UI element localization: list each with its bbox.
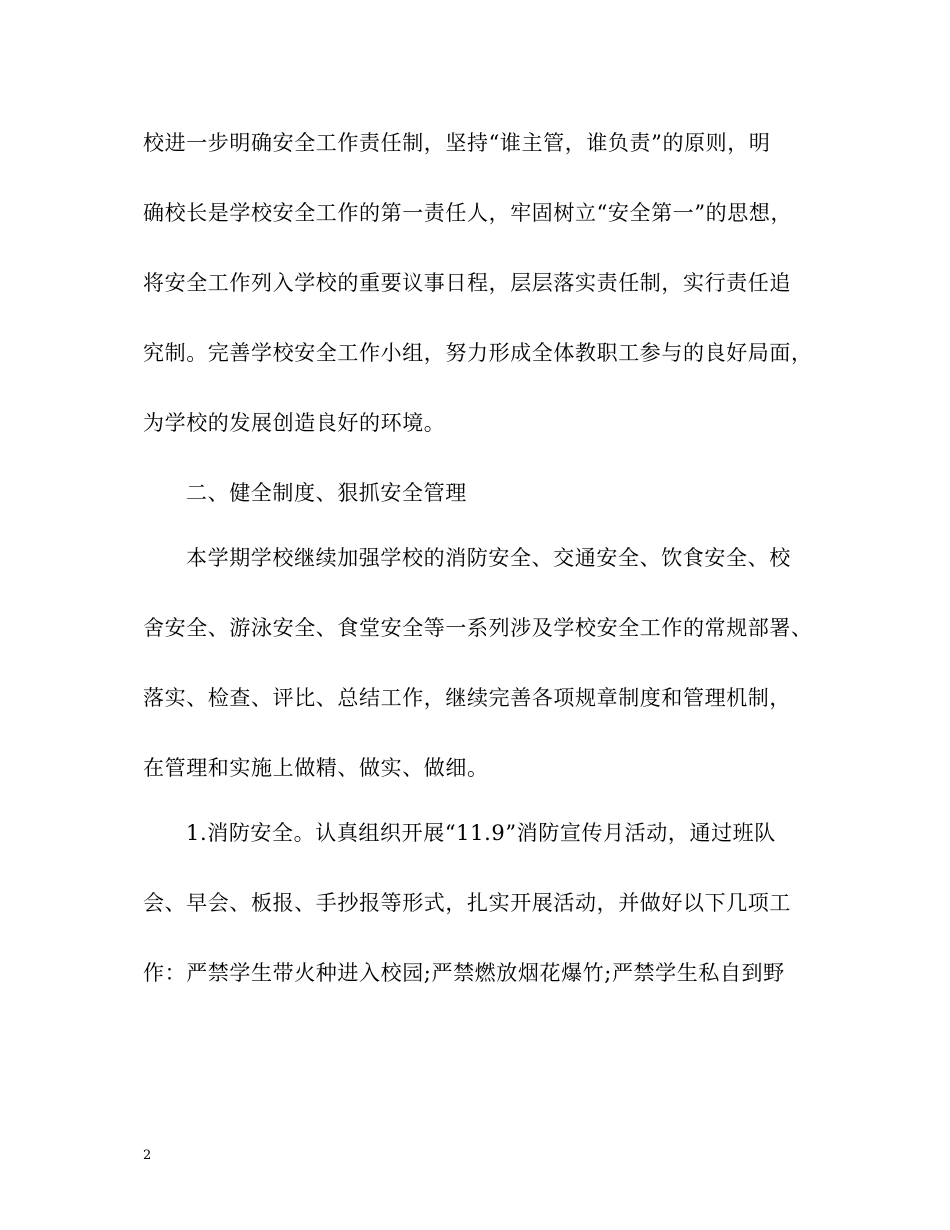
body-text-line: 确校长是学校安全工作的第一责任人，牢固树立“安全第一”的思想， xyxy=(143,201,793,225)
body-text-line: 在管理和实施上做精、做实、做细。 xyxy=(143,756,489,780)
page-number: 2 xyxy=(143,1148,152,1163)
list-item-line: 1.消防安全。认真组织开展“11.9”消防宣传月活动，通过班队 xyxy=(186,821,776,845)
body-text-line: 校进一步明确安全工作责任制，坚持“谁主管，谁负责”的原则，明 xyxy=(143,131,771,155)
body-text-line: 为学校的发展创造良好的环境。 xyxy=(143,411,446,435)
body-text-line: 将安全工作列入学校的重要议事日程，层层落实责任制，实行责任追 xyxy=(143,271,791,295)
body-text-line: 本学期学校继续加强学校的消防安全、交通安全、饮食安全、校 xyxy=(186,546,791,570)
section-heading: 二、健全制度、狠抓安全管理 xyxy=(186,481,467,505)
body-text-line: 落实、检查、评比、总结工作，继续完善各项规章制度和管理机制， xyxy=(143,686,791,710)
body-text-line: 究制。完善学校安全工作小组，努力形成全体教职工参与的良好局面， xyxy=(143,341,813,365)
body-text-line: 作：严禁学生带火种进入校园;严禁燃放烟花爆竹;严禁学生私自到野 xyxy=(143,961,785,985)
body-text-line: 舍安全、游泳安全、食堂安全等一系列涉及学校安全工作的常规部署、 xyxy=(143,616,813,640)
body-text-line: 会、早会、板报、手抄报等形式，扎实开展活动，并做好以下几项工 xyxy=(143,891,791,915)
